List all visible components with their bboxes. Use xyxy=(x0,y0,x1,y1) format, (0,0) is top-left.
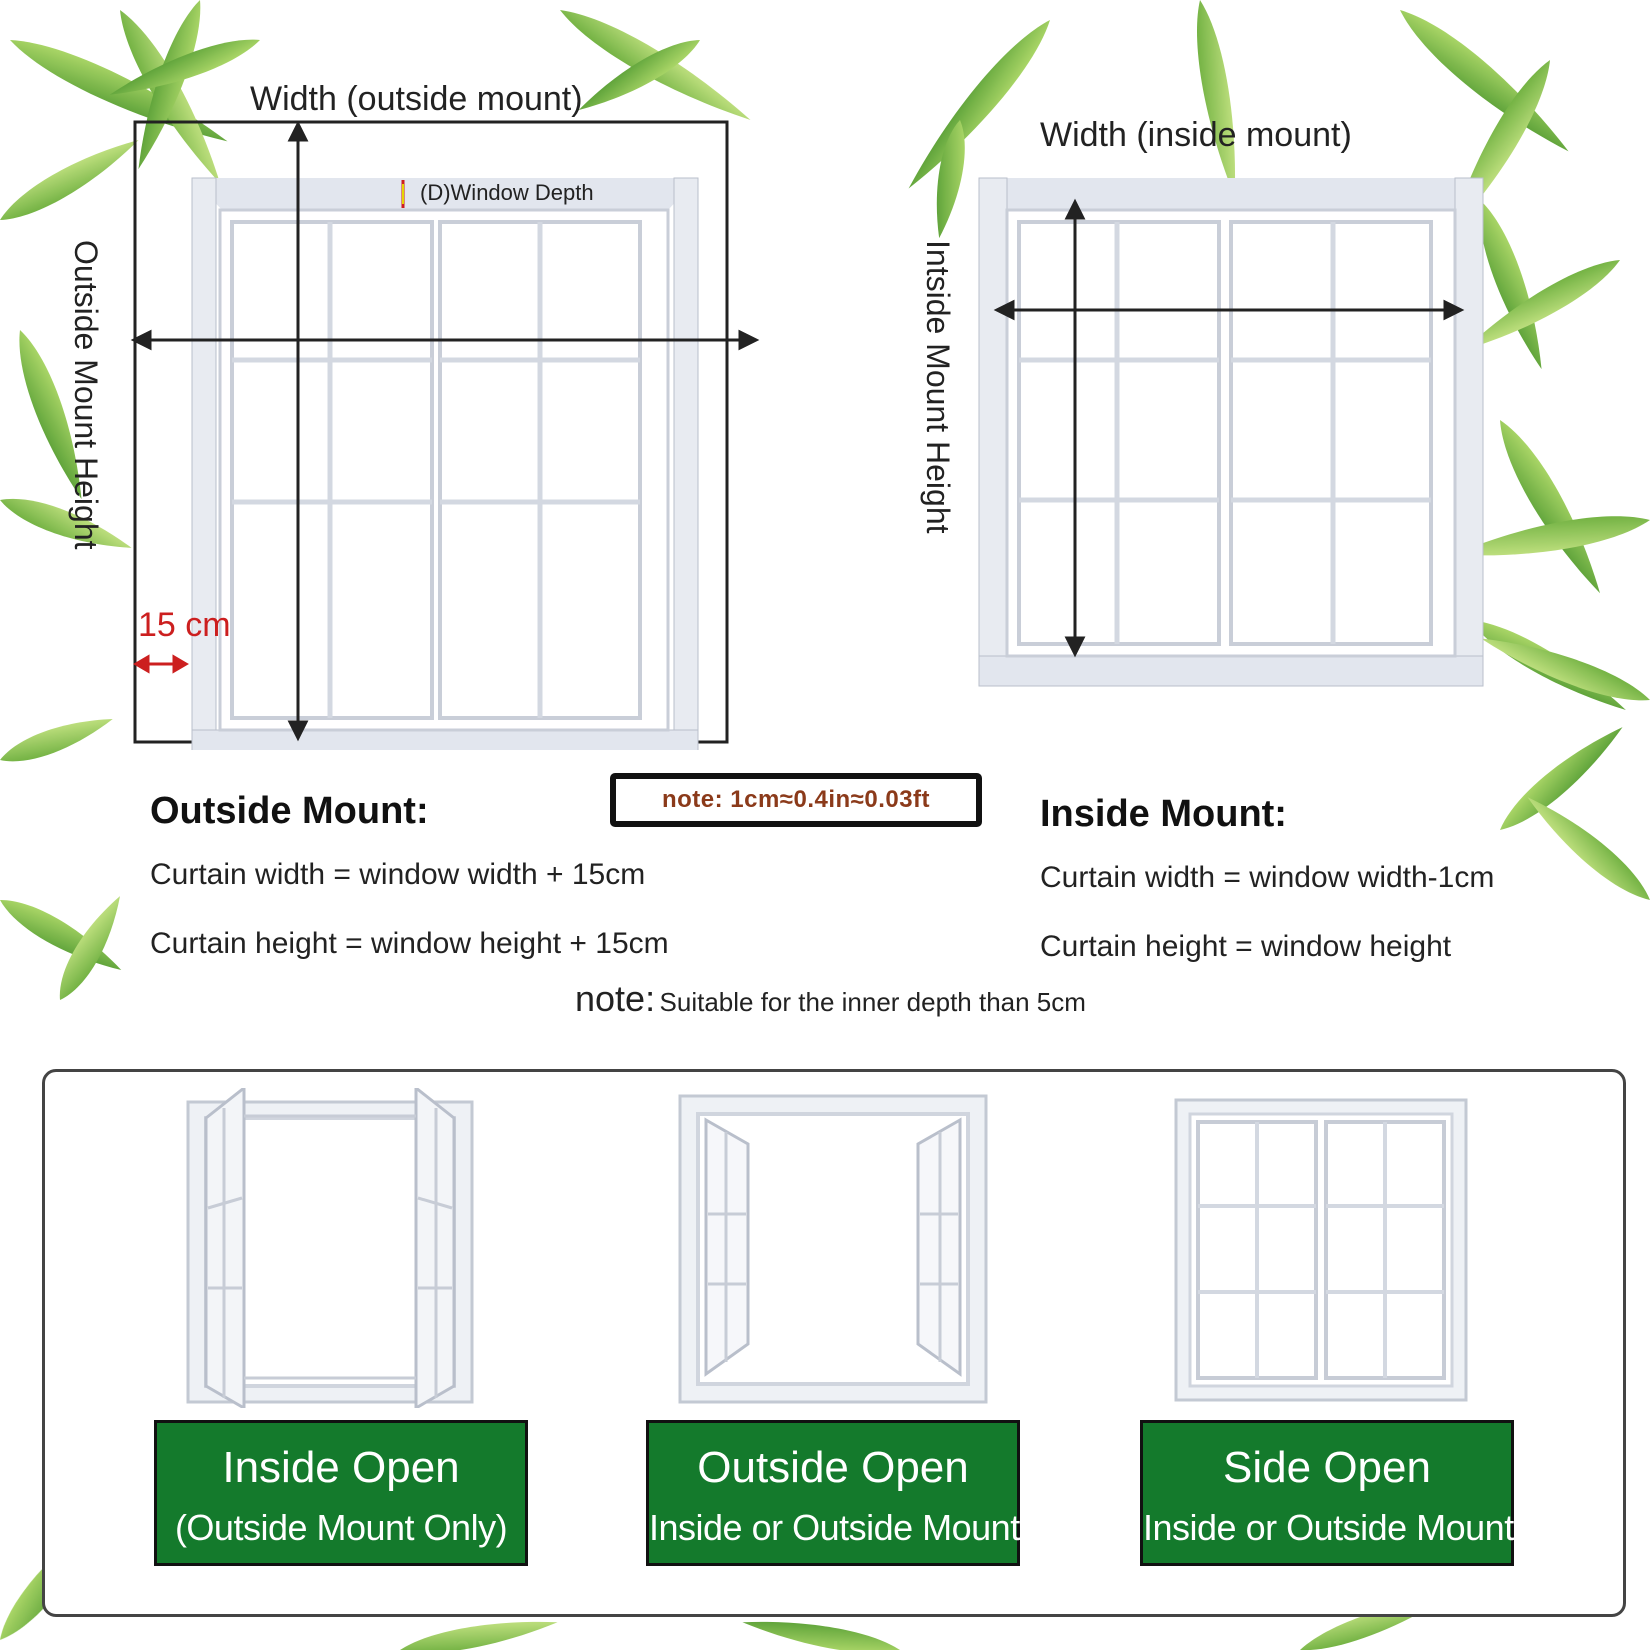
depth-label: (D)Window Depth xyxy=(420,180,594,205)
side-open-window-illustration xyxy=(1174,1098,1470,1404)
side-open-label-box xyxy=(1140,1420,1514,1566)
depth-note xyxy=(575,978,1086,1020)
outside-mount-heading: Outside Mount: xyxy=(150,790,429,832)
inside-mount-diagram xyxy=(975,170,1495,690)
inside-width-formula: Curtain width = window width-1cm xyxy=(1040,861,1495,894)
depth-note-prefix: note: xyxy=(575,978,656,1019)
inside-open-label-box xyxy=(154,1420,528,1566)
outside-mount-diagram xyxy=(120,110,770,750)
inside-mount-heading: Inside Mount: xyxy=(1040,793,1287,835)
conversion-note-box xyxy=(610,773,982,827)
conversion-note: note: 1cm≈0.4in≈0.03ft xyxy=(661,786,931,813)
offset-arrow xyxy=(136,657,186,671)
outside-open-window-illustration xyxy=(678,1094,990,1406)
window-inside-illustration xyxy=(979,178,1483,686)
inside-open-subtitle: (Outside Mount Only) xyxy=(174,1507,508,1548)
inside-height-label: Intside Mount Height xyxy=(920,240,956,534)
outside-width-label: Width (outside mount) xyxy=(250,80,583,118)
window-outside-illustration xyxy=(192,178,698,750)
offset-label: 15 cm xyxy=(138,606,231,644)
outside-open-title: Outside Open xyxy=(697,1443,969,1492)
outside-open-label-box xyxy=(646,1420,1020,1566)
side-open-subtitle: Inside or Outside Mount xyxy=(1143,1507,1514,1548)
outside-height-label: Outside Mount Height xyxy=(68,240,104,550)
inside-open-window-illustration xyxy=(186,1088,476,1408)
outside-height-formula: Curtain height = window height + 15cm xyxy=(150,927,669,960)
inside-width-label: Width (inside mount) xyxy=(1040,116,1352,154)
inside-open-title: Inside Open xyxy=(222,1443,460,1492)
outside-open-subtitle: Inside or Outside Mount xyxy=(649,1507,1020,1548)
depth-note-text: Suitable for the inner depth than 5cm xyxy=(659,987,1086,1017)
side-open-title: Side Open xyxy=(1223,1443,1431,1492)
inside-height-formula: Curtain height = window height xyxy=(1040,930,1452,963)
outside-width-formula: Curtain width = window width + 15cm xyxy=(150,858,646,891)
